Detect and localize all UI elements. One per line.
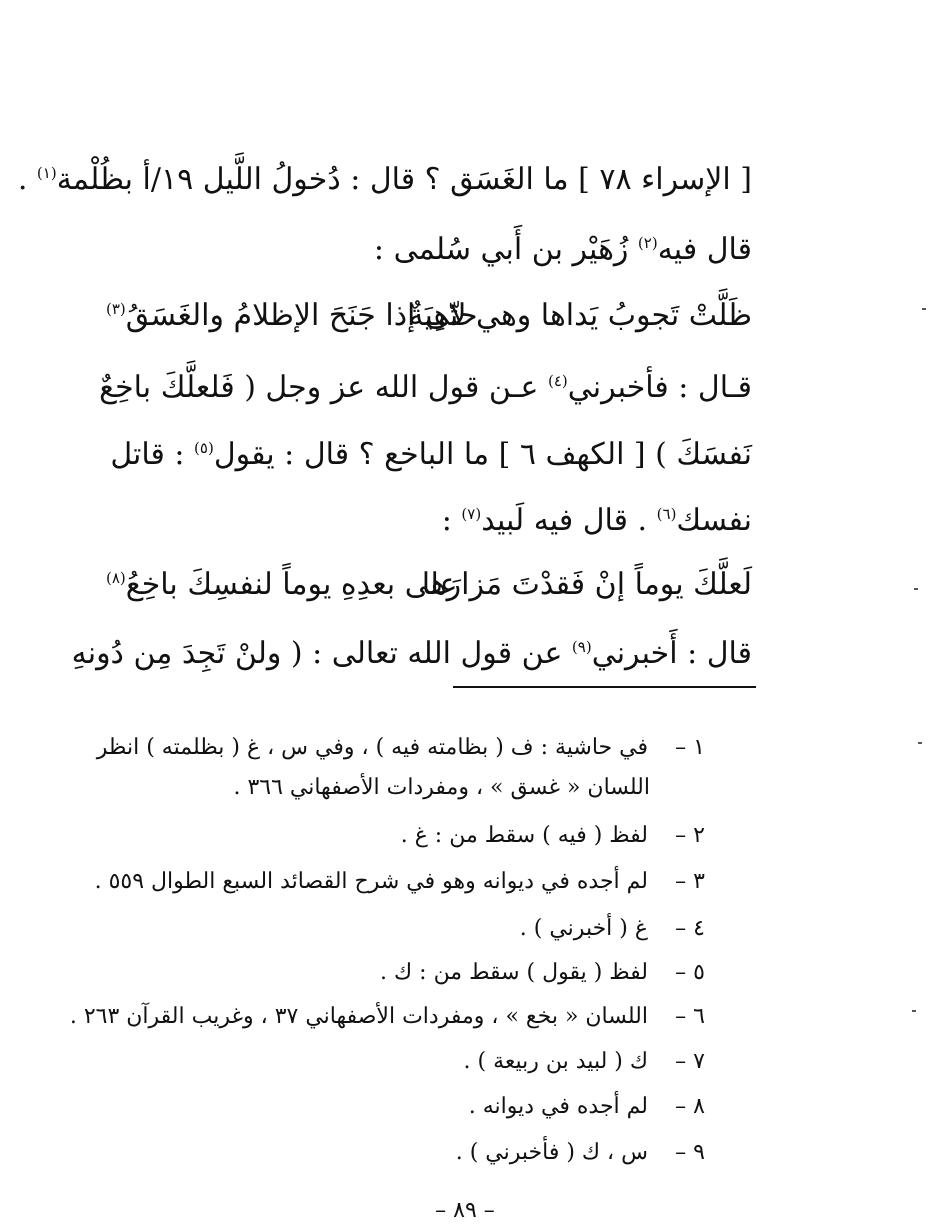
footnote-4: ٤ – غ ( أخبرني ) . [519,916,705,941]
footnote-ref: (٥) [194,439,214,457]
footnote-ref: (٨) [106,569,126,587]
footnote-number: ٩ – [675,1140,705,1165]
footnote-number: ٦ – [675,1004,705,1029]
footnote-ref: (٣) [106,300,126,318]
footnote-7: ٧ – ك ( لبيد بن ربيعة ) . [463,1049,705,1074]
text-line-5: نَفسَكَ ) [ الكهف ٦ ] ما الباخع ؟ قال : يقول$^{(٥)}$ : قاتل [110,437,752,472]
text-line-1: [ الإسراء ٧٨ ] ما الغَسَق ؟ قال : دُخولُ اللَّيل ١٩/أ بظُلْمة$^{(١)}$ . [17,162,752,197]
footnote-8: ٨ – لم أجده في ديوانه . [468,1094,705,1119]
footnote-number: ٥ – [675,960,705,985]
footnote-3: ٣ – لم أجده في ديوانه وهو في شرح القصائد السبع الطوال ٥٥٩ . [94,869,705,894]
footnote-number: ١ – [675,735,705,760]
page-number: – ٨٩ – [435,1198,495,1223]
scan-speck [912,1010,916,1012]
footnote-ref: (٦) [656,505,677,523]
footnote-ref: (٧) [461,505,482,523]
footnote-separator [453,686,756,688]
text-line-8: قال : أَخبرني$^{(٩)}$ عن قول الله تعالى : ( ولنْ تَجِدَ مِن دُونهِ [71,636,752,671]
footnote-ref: (١) [36,164,57,182]
footnote-ref: (٩) [571,638,592,656]
footnote-9: ٩ – س ، ك ( فأخبرني ) . [455,1140,705,1165]
footnote-ref: (٤) [547,372,568,390]
footnote-1-continued: اللسان « غسق » ، ومفردات الأصفهاني ٣٦٦ . [233,775,650,800]
footnote-5: ٥ – لفظ ( يقول ) سقط من : ك . [380,960,705,985]
footnote-number: ٧ – [675,1049,705,1074]
scan-speck [914,588,918,590]
footnote-number: ٨ – [675,1094,705,1119]
text-line-2: قال فيه$^{(٢)}$ زُهَيْر بن أَبي سُلمى : [373,232,752,267]
quran-reference: [ الإسراء ٧٨ ] [578,162,752,197]
text-line-4: قـال : فأخبرني$^{(٤)}$ عـن قول الله عز وجل ( فَلعلَّكَ باخِعٌ [99,370,752,405]
verse-2-right-hemistich: لَعلَّكَ يوماً إنْ فَقدْتَ مَزارَها [421,567,752,602]
text-line-6: نفسك$^{(٦)}$ . قال فيه لَبيد$^{(٧)}$ : [441,503,752,538]
verse-2-left-hemistich: على بعدِهِ يوماً لنفسِكَ باخِعُ$^{(٨)}$ [106,567,458,602]
footnote-2: ٢ – لفظ ( فيه ) سقط من : غ . [400,823,705,848]
footnote-1: ١ – في حاشية : ف ( بظامته فيه ) ، وفي س ، غ ( بظلمته ) انظر [96,735,705,760]
footnote-number: ٤ – [675,916,705,941]
scan-speck [922,308,926,310]
footnote-6: ٦ – اللسان « بخع » ، ومفردات الأصفهاني ٣٧ ، وغريب القرآن ٢٦٣ . [69,1004,705,1029]
footnote-number: ٣ – [675,869,705,894]
footnote-number: ٢ – [675,823,705,848]
scan-speck [918,742,922,744]
verse-1-left-hemistich: حتّى إذا جَنَحَ الإظلامُ والغَسَقُ$^{(٣)}$ [106,298,478,333]
verse-1-right-hemistich: ظَلَّتْ تَجوبُ يَداها وهي لاهِيَةٌ [408,298,752,333]
footnote-ref: (٢) [637,234,658,252]
